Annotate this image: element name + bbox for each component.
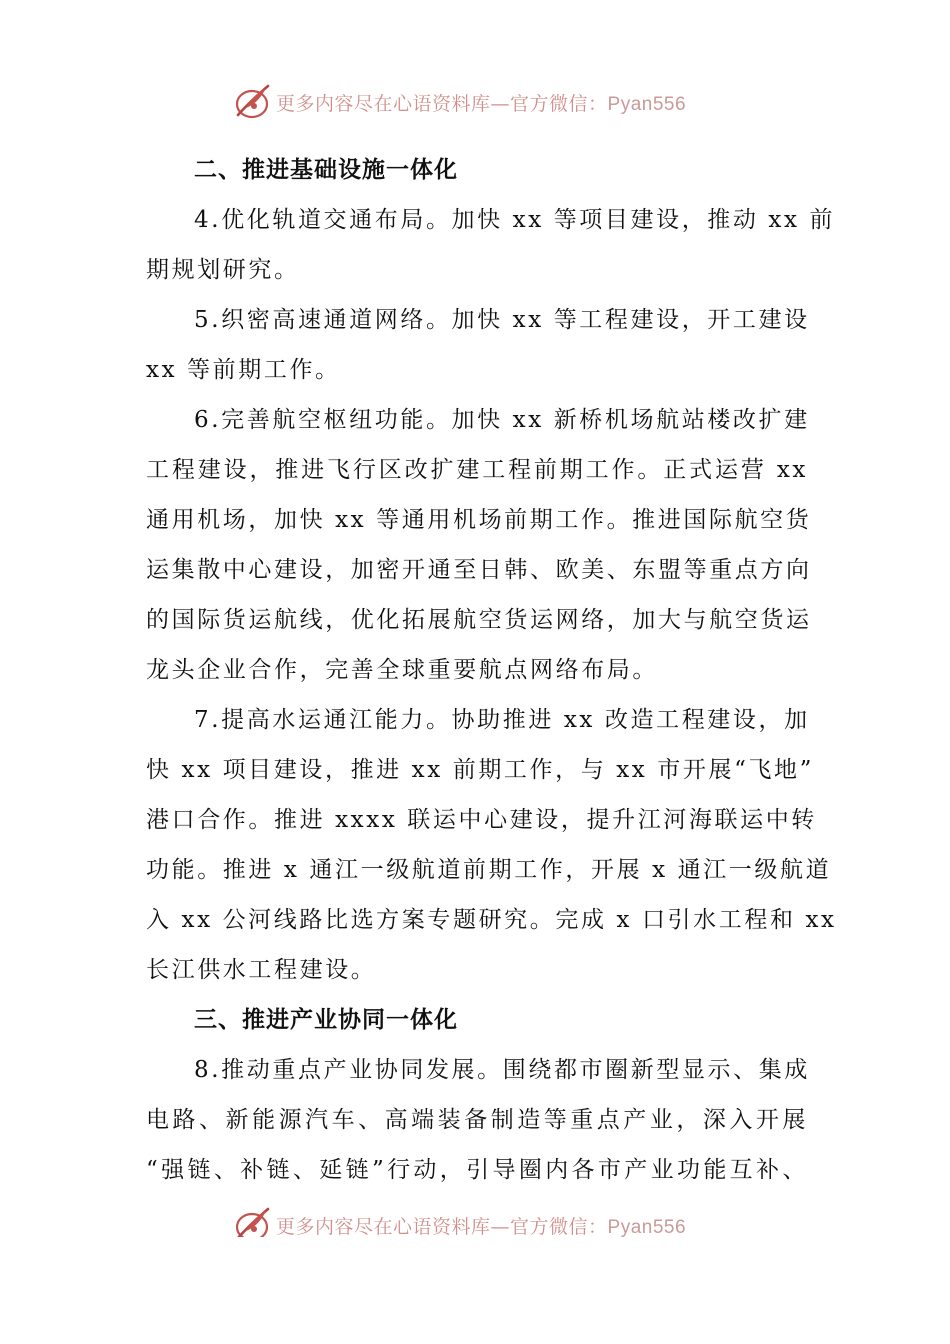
paragraph-line: 运集散中心建设，加密开通至日韩、欧美、东盟等重点方向 [146, 557, 812, 583]
watermark-site-text: 更多内容尽在心语资料库—官方微信： [276, 1215, 608, 1237]
watermark-account: Pyan556 [607, 1216, 687, 1237]
quill-pen-logo-icon [232, 1205, 272, 1237]
paragraph-line: 电路、新能源汽车、高端装备制造等重点产业，深入开展 [146, 1107, 808, 1133]
paragraph [146, 1045, 808, 1195]
paragraph-line: 入 xx 公河线路比选方案专题研究。完成 x 口引水工程和 xx [146, 907, 837, 933]
paragraph-line: 8.推动重点产业协同发展。围绕都市圈新型显示、集成 [194, 1057, 810, 1083]
watermark-text [276, 1212, 686, 1238]
paragraph-line: 通用机场，加快 xx 等通用机场前期工作。推进国际航空货 [146, 507, 812, 533]
section-heading: 三、推进产业协同一体化 [194, 1007, 458, 1033]
paragraph-line: 港口合作。推进 xxxx 联运中心建设，提升江河海联运中转 [146, 807, 817, 833]
paragraph-line: xx 等前期工作。 [146, 357, 341, 383]
watermark-text [276, 89, 686, 116]
document-body [146, 145, 837, 1195]
section-heading: 二、推进基础设施一体化 [194, 157, 458, 183]
paragraph-line: 功能。推进 x 通江一级航道前期工作，开展 x 通江一级航道 [146, 857, 832, 883]
paragraph-line: “强链、补链、延链”行动，引导圈内各市产业功能互补、 [146, 1157, 808, 1183]
paragraph [146, 195, 836, 295]
watermark-site-text: 更多内容尽在心语资料库—官方微信： [276, 92, 608, 115]
paragraph-line: 期规划研究。 [146, 257, 300, 283]
footer-watermark [232, 1203, 686, 1237]
paragraph-line: 快 xx 项目建设，推进 xx 前期工作，与 xx 市开展“飞地” [146, 757, 815, 783]
paragraph-line: 工程建设，推进飞行区改扩建工程前期工作。正式运营 xx [146, 457, 808, 483]
paragraph [146, 295, 808, 395]
paragraph-line: 的国际货运航线，优化拓展航空货运网络，加大与航空货运 [146, 607, 812, 633]
paragraph-line: 龙头企业合作，完善全球重要航点网络布局。 [146, 657, 658, 683]
paragraph-line: 5.织密高速通道网络。加快 xx 等工程建设，开工建设 [194, 307, 810, 333]
paragraph-line: 6.完善航空枢纽功能。加快 xx 新桥机场航站楼改扩建 [194, 407, 810, 433]
paragraph [146, 395, 812, 695]
watermark-account: Pyan556 [607, 93, 687, 115]
paragraph-line: 长江供水工程建设。 [146, 957, 377, 983]
paragraph-line: 4.优化轨道交通布局。加快 xx 等项目建设，推动 xx 前 [194, 207, 836, 233]
quill-pen-logo-icon [232, 82, 272, 122]
header-watermark [232, 82, 686, 122]
paragraph-line: 7.提高水运通江能力。协助推进 xx 改造工程建设，加 [194, 707, 810, 733]
paragraph [146, 695, 837, 995]
